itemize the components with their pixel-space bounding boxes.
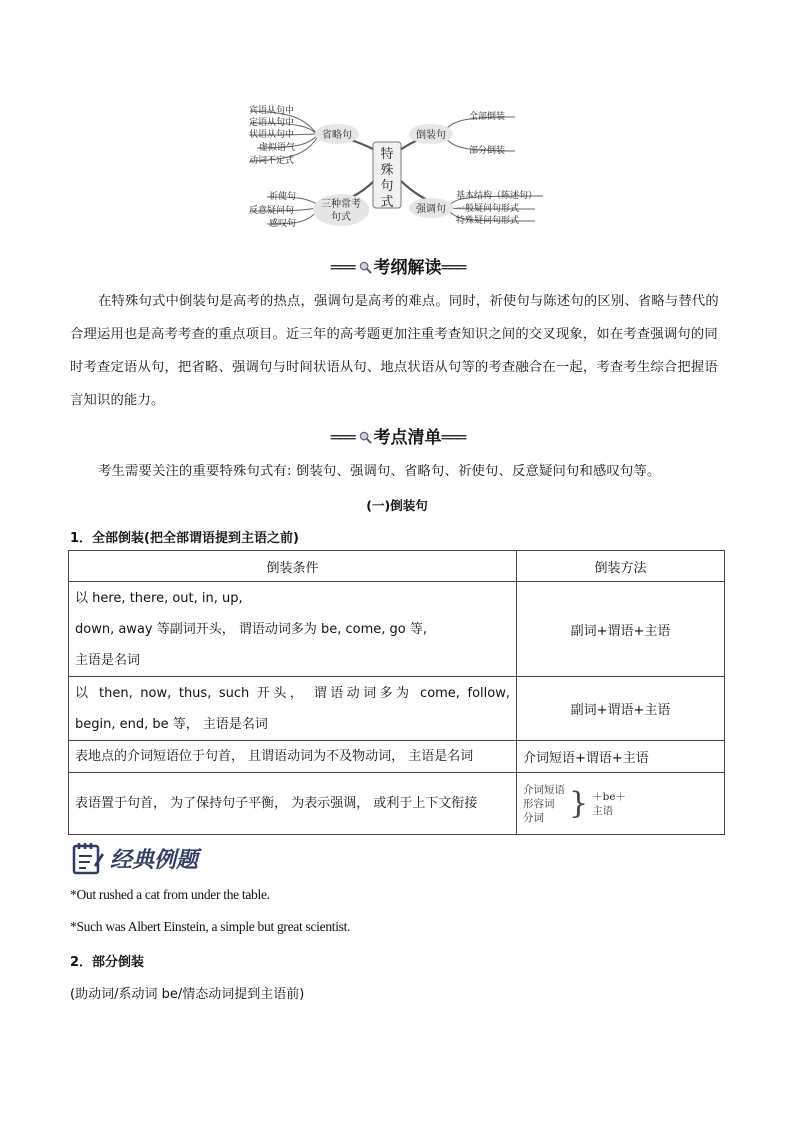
notepad-icon (72, 841, 104, 875)
table-row (69, 741, 725, 773)
magnifier-icon (359, 431, 372, 444)
examples-heading (72, 840, 198, 876)
mindmap-leaf: 动词不定式 (249, 156, 295, 166)
mindmap-leaf: 特殊疑问句形式 (456, 216, 520, 226)
mindmap-center-char: 句 (380, 179, 394, 194)
mindmap-center-char: 殊 (380, 163, 394, 178)
decor-bars: ═══ (441, 428, 464, 448)
formula-item: 主语 (592, 804, 614, 817)
formula-item: 形容词 (523, 797, 555, 810)
section-title: 考纲解读 (373, 258, 442, 278)
checklist-intro: 考生需要关注的重要特殊句式有: 倒装句、强调句、省略句、祈使句、反意疑问句和感叹句等。 (98, 464, 661, 479)
subsection-title: (一)倒装句 (366, 498, 428, 513)
method-formula (523, 783, 718, 825)
partial-inversion-note: (助动词/系动词 be/情态动词提到主语前) (70, 987, 305, 1002)
section-heading-syllabus (0, 253, 794, 278)
mindmap-leaf: 祈使句 (269, 192, 297, 202)
condition-line: 主语是名词 (75, 652, 141, 668)
mindmap-leaf: 定语从句中 (249, 118, 295, 128)
mindmap-emphasis-label: 强调句 (416, 204, 446, 215)
mindmap-leaf: 反意疑问句 (249, 206, 295, 216)
brace-symbol: } (569, 785, 589, 821)
table-row (69, 773, 725, 835)
condition-line: 表地点的介词短语位于句首， 且谓语动词为不及物动词， 主语是名词 (75, 749, 474, 764)
table-cell-condition (69, 582, 517, 677)
magnifier-icon (359, 261, 372, 274)
table-header: 倒装方法 (517, 551, 725, 582)
section-heading-checklist (0, 423, 794, 448)
table-cell-condition (69, 773, 517, 835)
formula-item: 分词 (523, 811, 544, 824)
condition-line: 以 then, now, thus, such 开头， 谓语动词多为 come, follow, (75, 685, 510, 701)
mindmap-leaf: 虚拟语气 (259, 143, 296, 153)
mindmap-common-label-1: 三种常考 (321, 199, 361, 210)
table-header-row (69, 551, 725, 582)
formula-item: ＋be＋ (592, 790, 627, 803)
condition-line: begin, end, be 等， 主语是名词 (75, 716, 268, 732)
condition-line: 表语置于句首， 为了保持句子平衡， 为表示强调， 或利于上下文衔接 (75, 796, 478, 811)
table-cell-method: 副词+谓语+主语 (517, 582, 725, 677)
mindmap-center-char: 式 (380, 195, 394, 210)
formula-item: 介词短语 (523, 783, 565, 796)
examples-title: 经典例题 (110, 847, 199, 873)
table-row (69, 677, 725, 741)
table-row (69, 582, 725, 677)
condition-line: 以 here, there, out, in, up, (75, 590, 243, 606)
table-header: 倒装条件 (69, 551, 517, 582)
decor-bars: ═══ (441, 258, 464, 278)
table-cell-method: 介词短语+谓语+主语 (517, 741, 725, 773)
mindmap-leaf: 部分倒装 (469, 146, 506, 156)
table-cell-condition (69, 677, 517, 741)
mindmap-leaf: 宾语从句中 (249, 106, 295, 116)
decor-bars: ═══ (330, 428, 353, 448)
heading-partial-inversion: 2．部分倒装 (70, 955, 145, 970)
mindmap-leaf: 一般疑问句形式 (456, 204, 520, 214)
mindmap-inversion-label: 倒装句 (416, 130, 446, 141)
syllabus-paragraph: 在特殊句式中倒装句是高考的热点，强调句是高考的难点。同时，祈使句与陈述句的区别、省略与替代的合理运用也是高考考查的重点项目。近三年的高考题更加注重考查知识之间的交叉现象，如在考查强调句的同时考查定语从句，把省略、强调句与时间状语从句、地点状语从句等的考查融合在一起，考查考生综合把握语言知识的能力。 (70, 294, 719, 408)
mindmap-leaf: 全部倒装 (469, 112, 506, 122)
inversion-table (68, 550, 725, 835)
mindmap-leaf: 基本结构（陈述句） (456, 191, 538, 201)
example-sentence: *Out rushed a cat from under the table. (70, 887, 270, 902)
table-cell-method (517, 773, 725, 835)
condition-line: down, away 等副词开头， 谓语动词多为 be, come, go 等, (75, 621, 428, 637)
mindmap-leaf: 状语从句中 (249, 130, 295, 140)
mindmap-leaf: 感叹句 (269, 219, 297, 229)
section-title: 考点清单 (373, 428, 442, 448)
heading-full-inversion: 1．全部倒装(把全部谓语提到主语之前) (70, 531, 299, 546)
mind-map (245, 100, 545, 232)
mindmap-common-label-2: 句式 (331, 212, 351, 223)
mindmap-omission-label: 省略句 (322, 130, 352, 141)
table-cell-condition (69, 741, 517, 773)
decor-bars: ═══ (330, 258, 353, 278)
example-sentence: *Such was Albert Einstein, a simple but great scientist. (70, 919, 351, 934)
table-cell-method: 副词+谓语+主语 (517, 677, 725, 741)
mindmap-center-char: 特 (380, 147, 394, 162)
